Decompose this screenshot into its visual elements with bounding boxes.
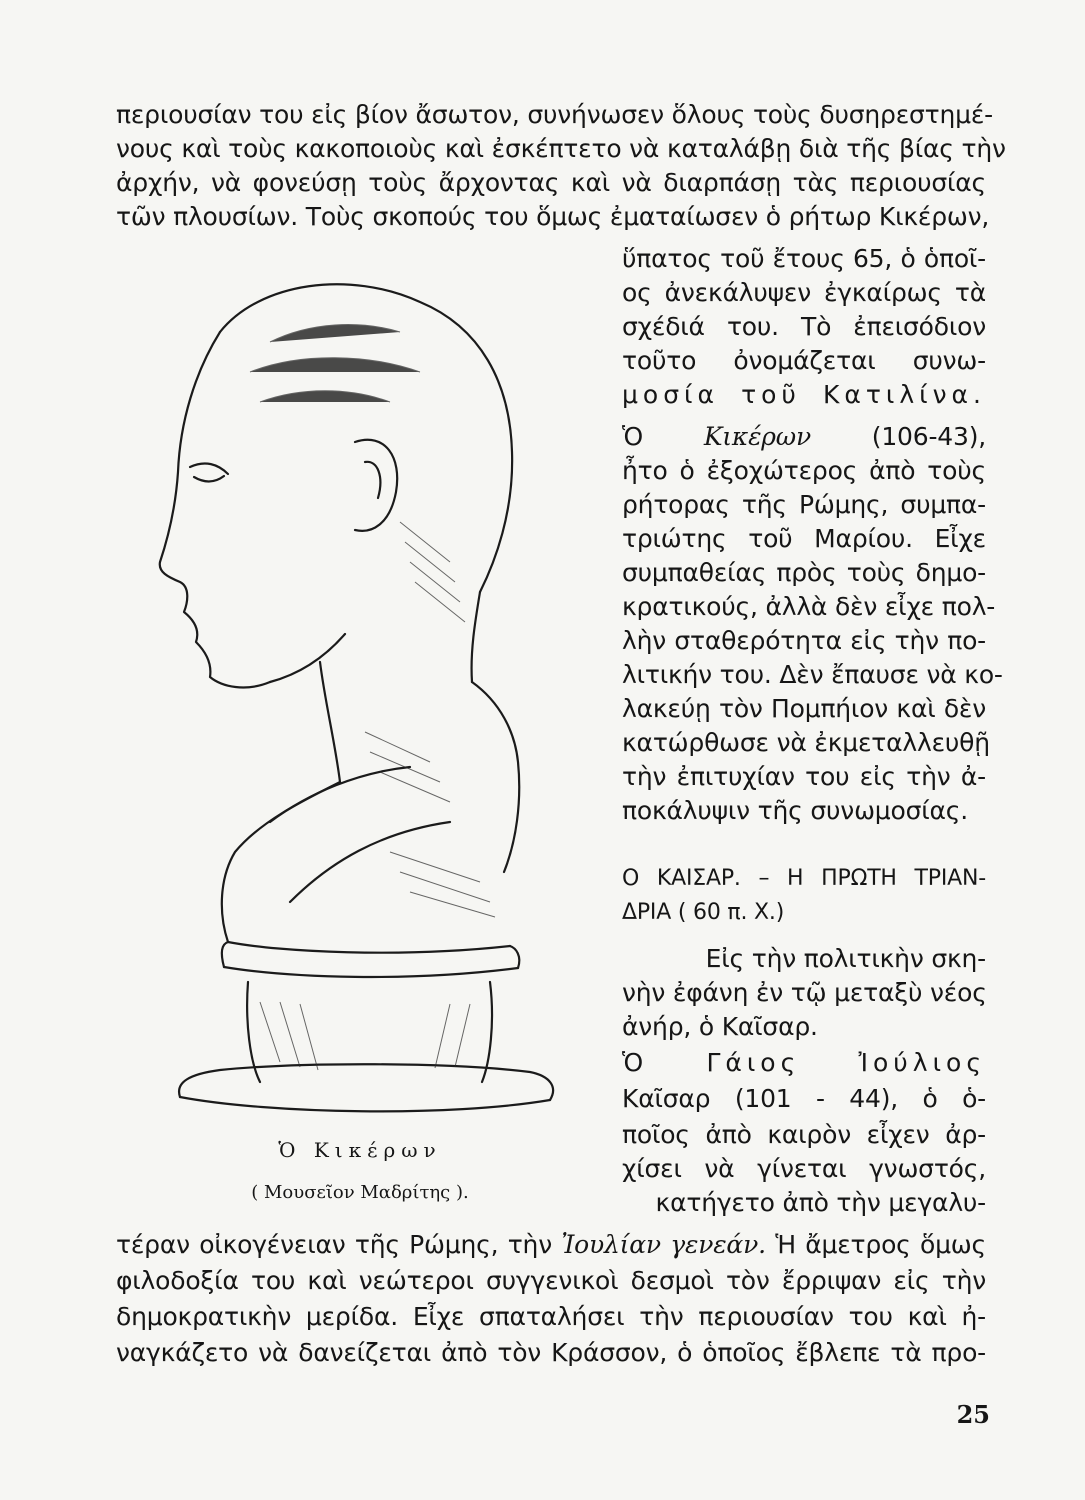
text-line: ποκάλυψιν τῆς συνωμοσίας. (622, 796, 969, 825)
text-span: Ὁ (622, 422, 704, 451)
text-line: φιλοδοξία του καὶ νεώτεροι συγγενικοὶ δεσμοὶ τὸν ἔρριψαν εἰς τὴν (116, 1266, 986, 1295)
text-line: Καῖσαρ (101 - 44), ὁ ὁ- (622, 1084, 986, 1113)
text-line: τριώτης τοῦ Μαρίου. Εἶχε (622, 524, 986, 553)
text-line: σχέδιά του. Τὸ ἐπεισόδιον (622, 312, 986, 341)
text-line: τοῦτο ὀνομάζεται συνω- (622, 346, 986, 375)
text-line: κρατικούς, ἀλλὰ δὲν εἶχε πολ- (622, 592, 996, 621)
text-line: τὴν ἐπιτυχίαν του εἰς τὴν ἀ- (622, 762, 986, 791)
page-number: 25 (956, 1400, 990, 1429)
text-span: τέραν οἰκογένειαν τῆς Ρώμης, τὴν (116, 1230, 562, 1259)
text-line: χίσει νὰ γίνεται γνωστός, (622, 1154, 986, 1183)
text-span: (106-43), (810, 422, 986, 451)
text-line: ἀρχήν, νὰ φονεύσῃ τοὺς ἄρχοντας καὶ νὰ διαρπάσῃ τὰς περιουσίας (116, 168, 986, 197)
text-line (116, 1228, 986, 1261)
text-line: περιουσίαν του εἰς βίον ἄσωτον, συνήνωσεν ὅλους τοὺς δυσηρεστημέ- (116, 100, 993, 129)
text-line: συμπαθείας πρὸς τοὺς δημο- (622, 558, 986, 587)
text-line: ὕπατος τοῦ ἔτους 65, ὁ ὁποῖ- (622, 244, 986, 273)
text-line: μοσία τοῦ Κατιλίνα. (622, 380, 986, 409)
cicero-name-italic: Κικέρων (703, 422, 811, 451)
text-line: Ὁ Γάιος Ἰούλιος (622, 1048, 986, 1077)
text-line: νους καὶ τοὺς κακοποιοὺς καὶ ἐσκέπτετο νὰ καταλάβῃ διὰ τῆς βίας τὴν (116, 134, 1006, 163)
text-line: ρήτορας τῆς Ρώμης, συμπα- (622, 490, 986, 519)
cicero-bust-illustration (150, 262, 570, 1132)
text-line: νὴν ἐφάνη ἐν τῷ μεταξὺ νέος (622, 978, 987, 1007)
text-line: ἦτο ὁ ἐξοχώτερος ἀπὸ τοὺς (622, 456, 986, 485)
figure-caption: Ὁ Κικέρων (278, 1138, 442, 1162)
text-line (622, 420, 986, 453)
text-line: κατώρθωσε νὰ ἐκμεταλλευθῇ (622, 728, 990, 757)
julian-gens-italic: Ἰουλίαν γενεάν. (561, 1230, 766, 1259)
text-line: λιτικήν του. Δὲν ἔπαυσε νὰ κο- (622, 660, 1003, 689)
text-line: ποῖος ἀπὸ καιρὸν εἶχεν ἀρ- (622, 1120, 986, 1149)
text-line: λακεύῃ τὸν Πομπήιον καὶ δὲν (622, 694, 986, 723)
text-line: δημοκρατικὴν μερίδα. Εἶχε σπαταλήσει τὴν περιουσίαν του καὶ ἠ- (116, 1302, 986, 1331)
text-line: Εἰς τὴν πολιτικὴν σκη- (705, 944, 986, 973)
text-line: λὴν σταθερότητα εἰς τὴν πο- (622, 626, 986, 655)
section-heading: Ο ΚΑΙΣΑΡ. – Η ΠΡΩΤΗ ΤΡΙΑΝ- (622, 866, 986, 891)
text-span: Ἡ ἄμετρος ὅμως (765, 1230, 987, 1259)
figure-source: ( Μουσεῖον Μαδρίτης ). (251, 1182, 469, 1203)
text-line: ἀνήρ, ὁ Καῖσαρ. (622, 1012, 818, 1041)
text-line: τῶν πλουσίων. Τοὺς σκοπούς του ὅμως ἐματαίωσεν ὁ ρήτωρ Κικέρων, (116, 202, 990, 231)
text-line: κατήγετο ἀπὸ τὴν μεγαλυ- (655, 1188, 986, 1217)
text-line: ος ἀνεκάλυψεν ἐγκαίρως τὰ (622, 278, 986, 307)
section-heading: ΔΡΙΑ ( 60 π. Χ.) (622, 900, 785, 925)
text-line: ναγκάζετο νὰ δανείζεται ἀπὸ τὸν Κράσσον, ὁ ὁποῖος ἔβλεπε τὰ προ- (116, 1338, 986, 1367)
